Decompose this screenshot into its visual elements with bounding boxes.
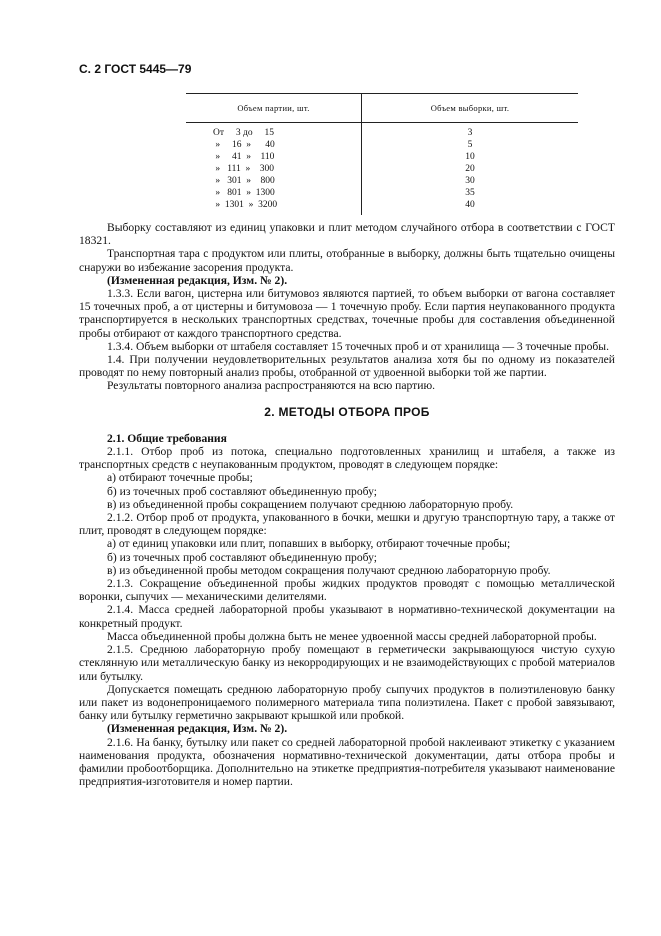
paragraph: Масса объединенной пробы должна быть не менее удвоенной массы средней лабораторной пробы.	[107, 629, 597, 643]
sample-size-cell: 20	[465, 164, 475, 174]
paragraph: 2.1.6. На банку, бутылку или пакет со средней лабораторной пробой наклеивают этикетку с указанием наименования продукта, обозначения нормативно-технической документации, даты отбора пробы и фамилии пробоотборщика. Дополнительно на этикетке предприятия-потребителя указывают наименование предприятия-изготовителя и номер партии.	[79, 735, 615, 789]
sample-size-cell: 35	[465, 188, 475, 198]
section-heading: 2. МЕТОДЫ ОТБОРА ПРОБ	[264, 404, 430, 419]
lot-range-cell: От 3 до 15	[186, 123, 362, 140]
paragraph: Транспортная тара с продуктом или плиты, отобранные в выборку, должны быть тщательно очищены снаружи во избежание засорения продукта.	[79, 247, 615, 274]
table-row	[186, 123, 578, 140]
amendment-note: (Измененная редакция, Изм. № 2).	[107, 273, 288, 287]
paragraph: 1.3.4. Объем выборки от штабеля составляет 15 точечных проб и от хранилища — 3 точечные пробы.	[107, 339, 609, 353]
paragraph: 2.1.5. Среднюю лабораторную пробу помещают в герметически закрывающуюся чистую сухую стеклянную или металлическую банку из некорродирующих и не взаимодействующих с пробой материалов или бутылку.	[79, 643, 615, 683]
paragraph: Допускается помещать среднюю лабораторную пробу сыпучих продуктов в полиэтиленовую банку или пакет из водонепроницаемого полимерного материала типа полиэтилена. Пакет с пробой завязывают, банку или бутылку герметично закрывают крышкой или пробкой.	[79, 682, 615, 723]
list-item: б) из точечных проб составляют объединенную пробу;	[107, 484, 377, 498]
list-item: в) из объединенной пробы сокращением получают среднюю лабораторную пробу.	[107, 497, 514, 511]
table-row	[186, 187, 578, 199]
paragraph: Результаты повторного анализа распространяются на всю партию.	[107, 379, 436, 393]
lot-range-cell: » 111 » 300	[186, 163, 362, 175]
paragraph: 2.1.2. Отбор проб от продукта, упакованного в бочки, мешки и другую транспортную тару, а также от плит, проводят в следующем порядке:	[79, 511, 615, 538]
sample-size-cell: 3	[467, 128, 473, 138]
list-item: а) от единиц упаковки или плит, попавших в выборку, отбирают точечные пробы;	[107, 537, 511, 551]
lot-range-cell: » 16 » 40	[186, 139, 362, 151]
amendment-note: (Измененная редакция, Изм. № 2).	[107, 722, 288, 736]
paragraph: 2.1.1. Отбор проб из потока, специально подготовленных хранилищ и штабеля, а также из транспортных средств с неупакованным продуктом, проводят в следующем порядке:	[79, 445, 615, 472]
body-text	[79, 221, 615, 788]
sample-size-table	[186, 93, 578, 215]
paragraph: 1.3.3. Если вагон, цистерна или битумовоз являются партией, то объем выборки от вагона составляет 15 точечных проб, а от цистерны и битумовоза — 1 точечную пробу. Если партия неупакованного продукта транспортируется в нескольких транспортных средствах, точечные пробы для составления объединенной пробы отбирают от каждого транспортного средства.	[79, 287, 615, 340]
paragraph: 1.4. При получении неудовлетворительных результатов анализа хотя бы по одному из показателей проводят по нему повторный анализ пробы, отобранной от удвоенной выборки той же партии.	[79, 353, 615, 380]
lot-range-cell: » 1301 » 3200	[186, 199, 362, 215]
lot-range-cell: » 301 » 800	[186, 175, 362, 187]
sample-size-cell: 30	[465, 176, 475, 186]
list-item: б) из точечных проб составляют объединенную пробу;	[107, 550, 377, 564]
lot-range-cell: » 801 » 1300	[186, 187, 362, 199]
lot-range-cell: » 41 » 110	[186, 151, 362, 163]
page-header: С. 2 ГОСТ 5445—79	[79, 62, 192, 76]
table-row	[186, 199, 578, 215]
list-item: в) из объединенной пробы методом сокращения получают среднюю лабораторную пробу.	[107, 563, 551, 577]
table-row	[186, 151, 578, 163]
table-row	[186, 139, 578, 151]
paragraph: 2.1.3. Сокращение объединенной пробы жидких продуктов проводят с помощью металлической воронки, сыпучих — механическими делителями.	[79, 577, 615, 604]
table-row	[186, 163, 578, 175]
subsection-heading: 2.1. Общие требования	[107, 431, 227, 445]
table-header-sample-size: Объем выборки, шт.	[362, 94, 579, 123]
table-row	[186, 175, 578, 187]
paragraph: 2.1.4. Масса средней лабораторной пробы указывают в нормативно-технической документации на конкретный продукт.	[79, 603, 615, 630]
paragraph: Выборку составляют из единиц упаковки и плит методом случайного отбора в соответствии с ГОСТ 18321.	[79, 221, 615, 248]
list-item: а) отбирают точечные пробы;	[107, 471, 253, 485]
sample-size-cell: 10	[465, 152, 475, 162]
sample-size-cell: 5	[467, 140, 473, 150]
table-header-lot-size: Объем партии, шт.	[186, 94, 362, 123]
sample-size-cell: 40	[465, 200, 475, 210]
